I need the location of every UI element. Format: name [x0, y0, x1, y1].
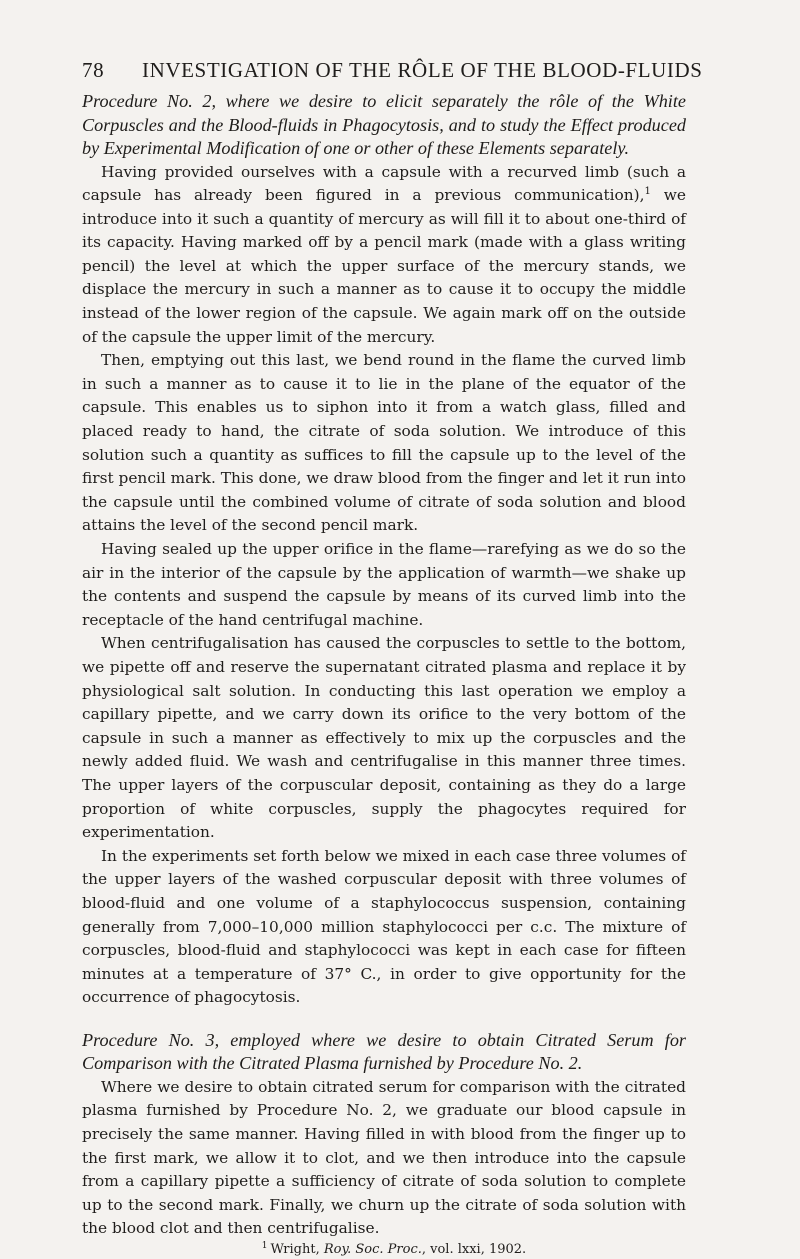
procedure-2-section [82, 90, 686, 1010]
footnote-details: , vol. lxxi, 1902. [421, 1242, 527, 1258]
running-title: INVESTIGATION OF THE RÔLE OF THE BLOOD-FLUIDS [142, 58, 703, 82]
paragraph-text: Having provided ourselves with a capsule with a recurved limb (such a capsule has already been figured in a previous communication), [82, 162, 686, 205]
footnote-marker: 1 [261, 1240, 268, 1251]
procedure-3-paragraph-1: Where we desire to obtain citrated serum for comparison with the citrated plasma furnished by Procedure No. 2, we graduate our blood capsule in precisely the same manner. Having filled in with blood from the finger up to the first mark, we allow it to clot, and we then introduce into the capsule from a capillary pipette a sufficiency of citrate of soda solution to complete up to the second mark. Finally, we churn up the citrate of soda solution with the blood clot and then centrifugalise. [82, 1077, 686, 1238]
footnote-reference: 1 [644, 185, 651, 197]
procedure-2-paragraph-5: In the experiments set forth below we mixed in each case three volumes of the upper layers of the washed corpuscular deposit with three volumes of blood-fluid and one volume of a staphylococcus suspension, containing generally from 7,000–10,000 million staphylococci per c.c. The mixture of corpuscles, blood-fluid and staphylococci was kept in each case for fifteen minutes at a temperature of 37° C., in order to give opportunity for the occurrence of phagocytosis. [82, 846, 686, 1007]
procedure-2-paragraph-1 [82, 161, 686, 350]
paragraph-text: we introduce into it such a quantity of mercury as will fill it to about one-third of its capacity. Having marked off by a pencil mark (made with a glass writing pencil) the level at which the upper surface of the mercury stands, we displace the mercury in such a manner as to cause it to occupy the middle instead of the lower region of the capsule. We again mark off on the outside of the capsule the upper limit of the mercury. [82, 186, 686, 346]
procedure-3-heading: Procedure No. 3, employed where we desire to obtain Citrated Serum for Comparison with the Citrated Plasma furnished by Procedure No. 2. [82, 1029, 686, 1074]
book-page [82, 58, 703, 1259]
section-spacer [82, 1010, 686, 1029]
procedure-2-paragraph-2: Then, emptying out this last, we bend round in the flame the curved limb in such a manner as to cause it to lie in the plane of the equator of the capsule. This enables us to siphon into it from a watch glass, filled and placed ready to hand, the citrate of soda solution. We introduce of this solution such a quantity as suffices to fill the capsule up to the level of the first pencil mark. This done, we draw blood from the finger and let it run into the capsule until the combined volume of citrate of soda solution and blood attains the level of the second pencil mark. [82, 351, 686, 535]
footnote [82, 1241, 686, 1259]
procedure-2-heading: Procedure No. 2, where we desire to elicit separately the rôle of the White Corpuscles and the Blood-fluids in Phagocytosis, and to study the Effect produced by Experimental Modification of one or other of these Elements separately. [82, 91, 686, 158]
footnote-author: Wright, [270, 1242, 324, 1258]
footnote-journal: Roy. Soc. Proc. [323, 1242, 422, 1258]
procedure-2-paragraph-3: Having sealed up the upper orifice in the flame—rarefying as we do so the air in the interior of the capsule by the application of warmth—we shake up the contents and suspend the capsule by means of its curved limb into the receptacle of the hand centrifugal machine. [82, 540, 686, 629]
procedure-3-section [82, 1029, 686, 1241]
running-head [82, 58, 703, 90]
page-number: 78 [82, 58, 105, 82]
procedure-2-paragraph-4: When centrifugalisation has caused the corpuscles to settle to the bottom, we pipette off and reserve the supernatant citrated plasma and replace it by physiological salt solution. In conducting this last operation we employ a capillary pipette, and we carry down its orifice to the very bottom of the capsule in such a manner as effectively to mix up the corpuscles and the newly added fluid. We wash and centrifugalise in this manner three times. The upper layers of the corpuscular deposit, containing as they do a large proportion of white corpuscles, supply the phagocytes required for experimentation. [82, 634, 686, 842]
